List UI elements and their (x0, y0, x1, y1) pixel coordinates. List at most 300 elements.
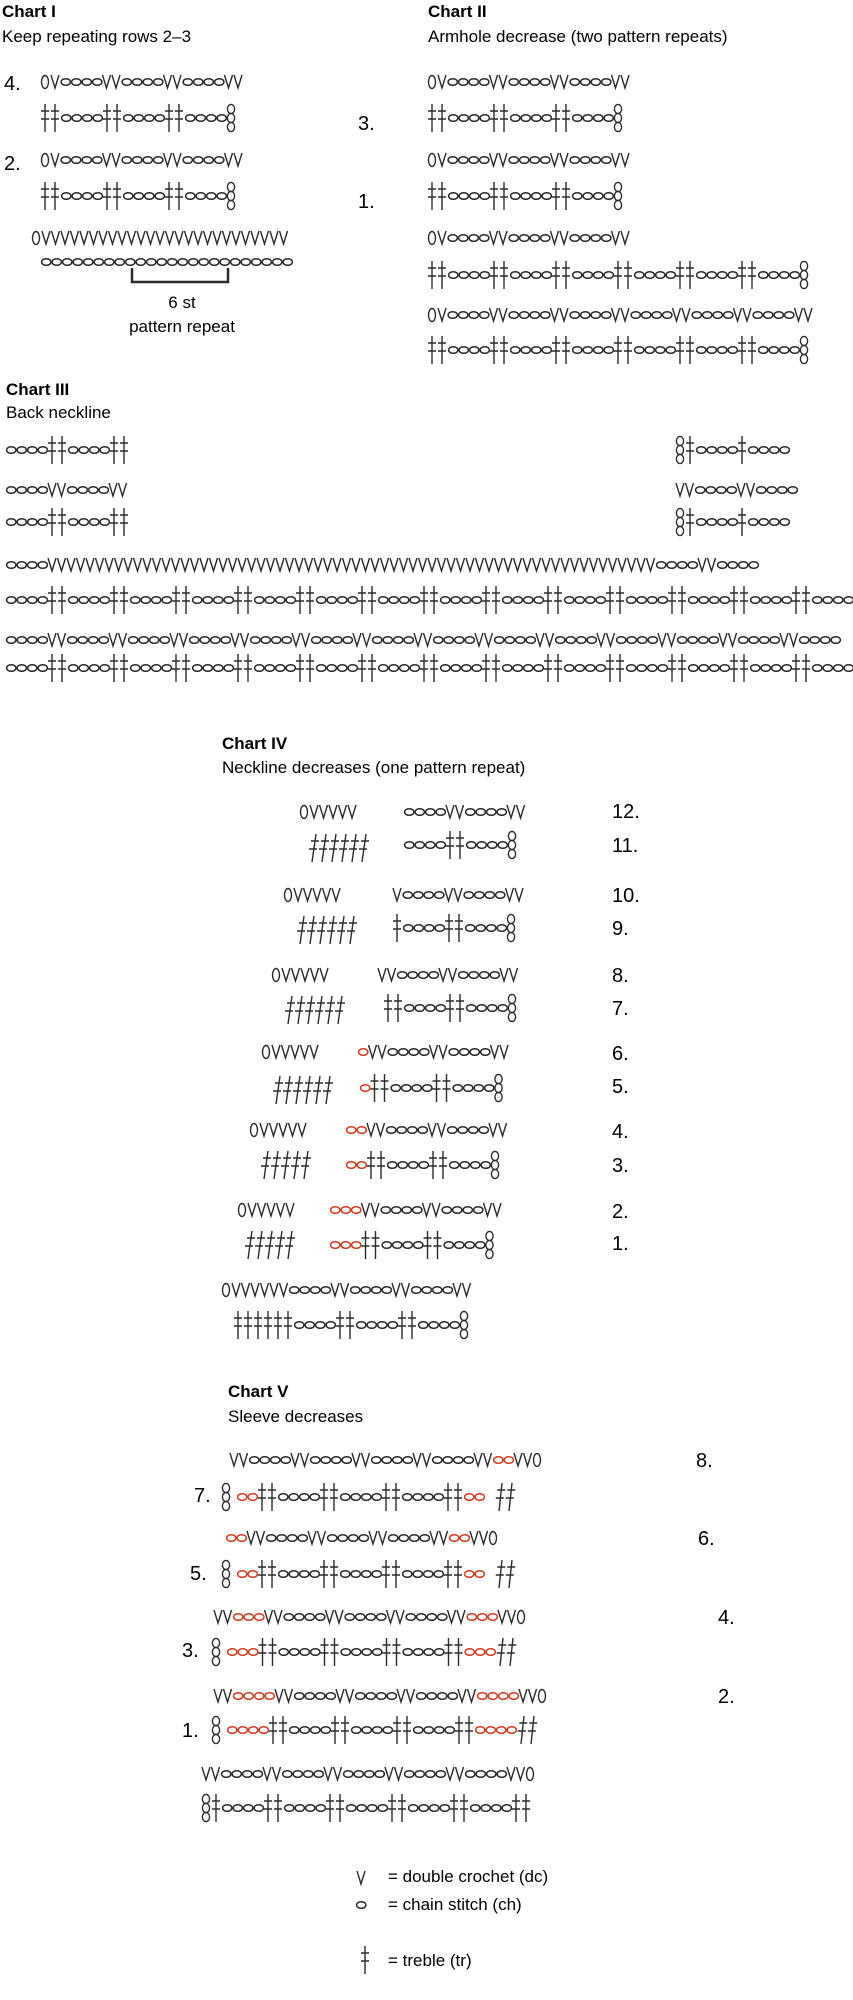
double-crochet-symbol (267, 1203, 275, 1216)
chain-stitch-symbol (338, 1535, 347, 1542)
chain-stitch-symbol (728, 272, 737, 279)
treble-symbol (456, 831, 464, 859)
chain-stitch-symbol (379, 665, 388, 672)
chain-stitch-symbol (465, 1494, 474, 1501)
chain-stitch-symbol (813, 665, 822, 672)
chain-stitch-symbol (688, 637, 697, 644)
chart-2 (428, 2, 812, 364)
double-crochet-symbol (490, 231, 498, 244)
chain-stitch-symbol (423, 1085, 432, 1092)
double-crochet-symbol (324, 558, 332, 571)
chain-stitch-symbol (341, 1207, 350, 1214)
chain-stitch-symbol (154, 157, 163, 164)
double-crochet-symbol (378, 1045, 386, 1058)
turning-chain-stack-symbol (614, 200, 621, 209)
double-crochet-symbol (480, 1531, 488, 1544)
chain-stitch-symbol (657, 562, 666, 569)
chain-stitch-symbol (162, 597, 171, 604)
chain-stitch-symbol (481, 1805, 490, 1812)
turning-chain-stack-symbol (222, 1569, 229, 1578)
chain-stitch-symbol (520, 157, 529, 164)
chain-stitch-symbol (305, 1322, 314, 1329)
double-crochet-symbol (109, 483, 117, 496)
chain-stitch-symbol (485, 1085, 494, 1092)
turning-chain-stack-symbol (495, 1092, 502, 1101)
double-crochet-symbol (607, 633, 615, 646)
turning-chain-stack-symbol (508, 840, 515, 849)
treble-symbol (48, 436, 56, 464)
double-crochet-symbol (251, 1283, 259, 1296)
treble-symbol (172, 586, 180, 614)
chain-stitch-symbol (772, 597, 781, 604)
chain-stitch-symbol (203, 665, 212, 672)
chain-stitch-symbol (420, 1535, 429, 1542)
double-crochet-symbol (336, 1689, 344, 1702)
double-crochet-symbol (484, 1453, 492, 1466)
chain-stitch-symbol (400, 597, 409, 604)
chain-stitch-symbol (761, 665, 770, 672)
chain-stitch-symbol (497, 1771, 506, 1778)
double-crochet-symbol (229, 558, 237, 571)
chart-2-subtitle: Armhole decrease (two pattern repeats) (428, 27, 728, 46)
chain-stitch-symbol (488, 842, 497, 849)
chain-stitch-symbol (403, 1494, 412, 1501)
chain-stitch-symbol (383, 1727, 392, 1734)
chain-stitch-symbol (759, 272, 768, 279)
double-crochet-symbol (363, 633, 371, 646)
double-crochet-symbol (551, 308, 559, 321)
double-crochet-symbol (320, 968, 328, 981)
double-crochet-symbol (292, 968, 300, 981)
chain-stitch-symbol (141, 597, 150, 604)
double-crochet-symbol (454, 888, 462, 901)
chain-stitch-symbol (706, 487, 715, 494)
double-crochet-symbol (112, 153, 120, 166)
chain-stitch-symbol (265, 1693, 274, 1700)
chain-stitch-symbol (408, 972, 417, 979)
chain-stitch-symbol (17, 665, 26, 672)
chain-stitch-symbol (470, 347, 479, 354)
chain-stitch-symbol (343, 637, 352, 644)
chain-stitch-symbol (433, 1287, 442, 1294)
chain-stitch-symbol (134, 193, 143, 200)
chain-stitch-symbol (459, 347, 468, 354)
chain-stitch-symbol (658, 665, 667, 672)
chain-stitch-symbol (7, 637, 16, 644)
chain-stitch-symbol (761, 597, 770, 604)
chain-stitch-symbol (194, 79, 203, 86)
double-crochet-symbol (280, 231, 288, 244)
treble-symbol (522, 1794, 530, 1822)
double-crochet-symbol (346, 1689, 354, 1702)
chain-stitch-symbol (72, 115, 81, 122)
treble-symbol (110, 508, 118, 536)
chain-stitch-symbol (162, 665, 171, 672)
chain-stitch-symbol (438, 1693, 447, 1700)
treble-symbol (430, 586, 438, 614)
chain-stitch-symbol (720, 665, 729, 672)
treble-symbol (383, 1638, 391, 1666)
treble-symbol (317, 916, 327, 944)
double-crochet-symbol (181, 558, 189, 571)
chart-1-row-label: 2. (4, 153, 21, 175)
chain-stitch-symbol (400, 665, 409, 672)
turning-chain-stack-symbol (227, 182, 234, 191)
chain-stitch-symbol (341, 1242, 350, 1249)
chain-stitch-symbol (770, 519, 779, 526)
chain-stitch-symbol (186, 115, 195, 122)
chain-stitch-symbol (238, 1649, 247, 1656)
chart-5-row-label: 7. (194, 1485, 211, 1507)
treble-symbol (392, 1483, 400, 1511)
double-crochet-symbol (484, 1203, 492, 1216)
legend-tr-text: = treble (tr) (388, 1951, 472, 1970)
chain-stitch-symbol (413, 1207, 422, 1214)
double-crochet-symbol (333, 558, 341, 571)
turning-chain-stack-symbol (676, 508, 683, 517)
chain-stitch-symbol (449, 272, 458, 279)
chain-stitch-symbol (436, 1005, 445, 1012)
double-crochet-symbol (257, 558, 265, 571)
chain-stitch-symbol (448, 312, 457, 319)
chain-stitch-symbol (530, 157, 539, 164)
chain-stitch-symbol (194, 157, 203, 164)
chain-stitch-symbol (388, 1049, 397, 1056)
double-crochet-symbol (449, 968, 457, 981)
treble-symbol (259, 1638, 267, 1666)
double-crochet-symbol (310, 1045, 318, 1058)
treble-symbol (454, 1560, 462, 1588)
turning-chain-stack-symbol (495, 1083, 502, 1092)
chain-stitch-symbol (347, 1162, 356, 1169)
chain-stitch-symbol (311, 1287, 320, 1294)
treble-symbol (113, 104, 121, 132)
chain-stitch-symbol (279, 1649, 288, 1656)
chain-stitch-symbol (28, 562, 37, 569)
treble-symbol (624, 261, 632, 289)
chain-stitch-symbol (444, 1242, 453, 1249)
double-crochet-symbol (286, 1203, 294, 1216)
chain-stitch-symbol (141, 665, 150, 672)
chain-stitch-symbol (703, 312, 712, 319)
chain-stitch-symbol (476, 1649, 485, 1656)
double-crochet-symbol (48, 633, 56, 646)
chain-stitch-symbol (511, 272, 520, 279)
treble-symbol (668, 654, 676, 682)
chain-stitch-symbol (362, 1727, 371, 1734)
double-crochet-symbol (353, 633, 361, 646)
chain-stitch-symbol (663, 312, 672, 319)
double-crochet-symbol (447, 558, 455, 571)
double-crochet-symbol (495, 558, 503, 571)
double-crochet-symbol (470, 1531, 478, 1544)
chain-stitch-symbol (509, 312, 518, 319)
chain-stitch-symbol (84, 259, 93, 266)
double-crochet-symbol (308, 1531, 316, 1544)
double-crochet-symbol (362, 1453, 370, 1466)
chain-stitch-symbol (586, 597, 595, 604)
chain-stitch-symbol (316, 1322, 325, 1329)
treble-symbol (120, 586, 128, 614)
double-crochet-symbol (367, 1123, 375, 1136)
treble-symbol (450, 1794, 458, 1822)
chain-stitch-symbol (393, 1457, 402, 1464)
chain-stitch-symbol (17, 447, 26, 454)
chain-stitch-symbol (707, 347, 716, 354)
double-crochet-symbol (506, 888, 514, 901)
double-crochet-symbol (737, 483, 745, 496)
treble-symbol (730, 586, 738, 614)
chain-stitch-symbol (328, 1535, 337, 1542)
treble-symbol (428, 261, 436, 289)
chain-stitch-symbol (424, 892, 433, 899)
chain-stitch-symbol (462, 597, 471, 604)
chain-stitch-symbol (707, 519, 716, 526)
chain-stitch-symbol (389, 665, 398, 672)
chart-4-row-label: 2. (612, 1201, 629, 1223)
chain-stitch-symbol (79, 447, 88, 454)
chain-stitch-symbol (424, 1494, 433, 1501)
treble-symbol (103, 104, 111, 132)
chain-stitch-symbol (133, 79, 142, 86)
chain-stitch-symbol (243, 1771, 252, 1778)
treble-symbol (497, 1638, 507, 1666)
chain-stitch-symbol (17, 637, 26, 644)
chain-stitch-symbol (477, 1005, 486, 1012)
chain-stitch-symbol (464, 892, 473, 899)
turning-chain-symbol (429, 232, 436, 245)
chain-stitch-symbol (426, 1771, 435, 1778)
chain-stitch-symbol (436, 1771, 445, 1778)
double-crochet-symbol (609, 558, 617, 571)
double-crochet-symbol (536, 633, 544, 646)
treble-symbol (271, 1151, 281, 1179)
double-crochet-symbol (119, 483, 127, 496)
treble-symbol (507, 1638, 517, 1666)
chain-stitch-symbol (90, 597, 99, 604)
chart-5-row-label: 6. (698, 1528, 715, 1550)
chain-stitch-symbol (591, 157, 600, 164)
chain-stitch-symbol (347, 1805, 356, 1812)
double-crochet-symbol (580, 558, 588, 571)
treble-symbol (443, 1074, 451, 1102)
chain-stitch-symbol (38, 637, 47, 644)
chain-stitch-symbol (304, 1771, 313, 1778)
turning-chain-stack-symbol (800, 354, 807, 363)
chain-stitch-symbol (415, 842, 424, 849)
chain-stitch-symbol (366, 1614, 375, 1621)
chain-stitch-symbol (422, 1287, 431, 1294)
treble-symbol (113, 182, 121, 210)
chain-stitch-symbol (534, 665, 543, 672)
chain-stitch-symbol (417, 1614, 426, 1621)
chain-stitch-symbol (769, 272, 778, 279)
treble-symbol (562, 261, 570, 289)
turning-chain-stack-symbol (495, 1074, 502, 1083)
chain-stitch-symbol (273, 259, 282, 266)
chain-stitch-symbol (511, 347, 520, 354)
chain-stitch-symbol (637, 665, 646, 672)
treble-symbol (264, 1311, 272, 1339)
chain-stitch-symbol (602, 79, 611, 86)
chain-stitch-symbol (769, 347, 778, 354)
turning-chain-symbol (239, 1204, 246, 1217)
chain-stitch-symbol (405, 842, 414, 849)
chain-stitch-symbol (284, 1614, 293, 1621)
chain-stitch-symbol (697, 519, 706, 526)
chain-stitch-symbol (402, 1207, 411, 1214)
treble-symbol (303, 1076, 313, 1104)
chain-stitch-symbol (459, 312, 468, 319)
double-crochet-symbol (335, 1610, 343, 1623)
treble-symbol (331, 1638, 339, 1666)
chain-stitch-symbol (244, 1614, 253, 1621)
treble-symbol (320, 1483, 328, 1511)
chain-stitch-symbol (440, 1322, 449, 1329)
chain-stitch-symbol (72, 79, 81, 86)
treble-symbol (330, 1560, 338, 1588)
chain-stitch-symbol (136, 259, 145, 266)
double-crochet-symbol (339, 805, 347, 818)
double-crochet-symbol (500, 1045, 508, 1058)
chain-stitch-symbol (778, 487, 787, 494)
treble-symbol (120, 508, 128, 536)
chain-stitch-symbol (699, 637, 708, 644)
chain-stitch-symbol (581, 79, 590, 86)
double-crochet-symbol (302, 633, 310, 646)
chain-stitch-symbol (469, 79, 478, 86)
chain-stitch-symbol (696, 487, 705, 494)
double-crochet-symbol (137, 231, 145, 244)
chain-stitch-symbol (469, 312, 478, 319)
treble-symbol (265, 1231, 275, 1259)
turning-chain-stack-symbol (222, 1560, 229, 1569)
treble-symbol (455, 914, 463, 942)
double-crochet-symbol (402, 1283, 410, 1296)
treble-symbol (430, 654, 438, 682)
treble-symbol (103, 182, 111, 210)
chain-stitch-symbol (475, 892, 484, 899)
chain-stitch-symbol (710, 597, 719, 604)
chain-stitch-symbol (583, 115, 592, 122)
chain-stitch-symbol (426, 809, 435, 816)
chain-stitch-symbol (782, 597, 791, 604)
chain-stitch-symbol (480, 115, 489, 122)
double-crochet-symbol (282, 1045, 290, 1058)
chain-stitch-symbol (90, 665, 99, 672)
chain-stitch-symbol (433, 1457, 442, 1464)
chain-stitch-symbol (389, 1535, 398, 1542)
chain-stitch-symbol (449, 1049, 458, 1056)
chain-stitch-symbol (398, 1162, 407, 1169)
chain-stitch-symbol (244, 1805, 253, 1812)
double-crochet-symbol (119, 633, 127, 646)
treble-symbol (48, 508, 56, 536)
chain-stitch-symbol (453, 1207, 462, 1214)
chart-1-title: Chart I (2, 2, 56, 21)
treble-symbol (307, 916, 317, 944)
double-crochet-symbol (533, 558, 541, 571)
chain-stitch-symbol (405, 1005, 414, 1012)
chain-stitch-symbol (183, 79, 192, 86)
chain-stitch-symbol (271, 1457, 280, 1464)
double-crochet-symbol (295, 558, 303, 571)
chain-stitch-symbol (321, 1457, 330, 1464)
chain-stitch-symbol (581, 235, 590, 242)
chain-stitch-symbol (38, 519, 47, 526)
double-crochet-symbol (272, 1045, 280, 1058)
double-crochet-symbol (285, 1689, 293, 1702)
chain-stitch-symbol (532, 115, 541, 122)
chain-stitch-symbol (534, 597, 543, 604)
turning-chain-stack-symbol (212, 1656, 219, 1665)
chain-stitch-symbol (99, 487, 108, 494)
turning-chain-stack-symbol (222, 1483, 229, 1492)
treble-symbol (562, 336, 570, 364)
chain-stitch-symbol (356, 1614, 365, 1621)
chain-stitch-symbol (283, 259, 292, 266)
treble-symbol (428, 104, 436, 132)
treble-symbol (244, 1311, 252, 1339)
treble-symbol (792, 654, 800, 682)
chain-stitch-symbol (434, 637, 443, 644)
chain-stitch-symbol (414, 1242, 423, 1249)
treble-symbol (285, 996, 295, 1024)
chain-stitch-symbol (289, 1571, 298, 1578)
chain-stitch-symbol (780, 347, 789, 354)
chain-stitch-symbol (438, 1614, 447, 1621)
double-crochet-symbol (341, 1283, 349, 1296)
turning-chain-symbol (301, 806, 308, 819)
chain-stitch-symbol (379, 597, 388, 604)
turning-chain-stack-symbol (212, 1647, 219, 1656)
double-crochet-symbol (143, 558, 151, 571)
chain-stitch-symbol (295, 1614, 304, 1621)
chain-stitch-symbol (203, 597, 212, 604)
treble-symbol (606, 654, 614, 682)
chain-stitch-symbol (724, 312, 733, 319)
chain-stitch-symbol (503, 665, 512, 672)
double-crochet-symbol (612, 75, 620, 88)
double-crochet-symbol (251, 231, 259, 244)
double-crochet-symbol (590, 558, 598, 571)
turning-chain-stack-symbol (212, 1734, 219, 1743)
chain-stitch-symbol (464, 1457, 473, 1464)
chain-stitch-symbol (481, 1049, 490, 1056)
chain-stitch-symbol (810, 637, 819, 644)
chain-stitch-symbol (145, 193, 154, 200)
treble-symbol (792, 586, 800, 614)
chain-stitch-symbol (238, 1571, 247, 1578)
chain-stitch-symbol (357, 1162, 366, 1169)
treble-symbol (438, 261, 446, 289)
chart-4-row-label: 9. (612, 918, 629, 940)
treble-symbol (305, 996, 315, 1024)
chain-stitch-symbol (357, 1805, 366, 1812)
chain-stitch-symbol (7, 562, 16, 569)
chain-stitch-symbol (62, 115, 71, 122)
chain-stitch-symbol (511, 115, 520, 122)
chain-stitch-symbol (352, 1649, 361, 1656)
chain-stitch-symbol (405, 1771, 414, 1778)
treble-symbol (372, 1231, 380, 1259)
chain-stitch-symbol (326, 1322, 335, 1329)
chart-5-row-label: 5. (190, 1563, 207, 1585)
chain-stitch-symbol (28, 665, 37, 672)
double-crochet-symbol (485, 633, 493, 646)
chain-stitch-symbol (241, 259, 250, 266)
chain-stitch-symbol (372, 1494, 381, 1501)
